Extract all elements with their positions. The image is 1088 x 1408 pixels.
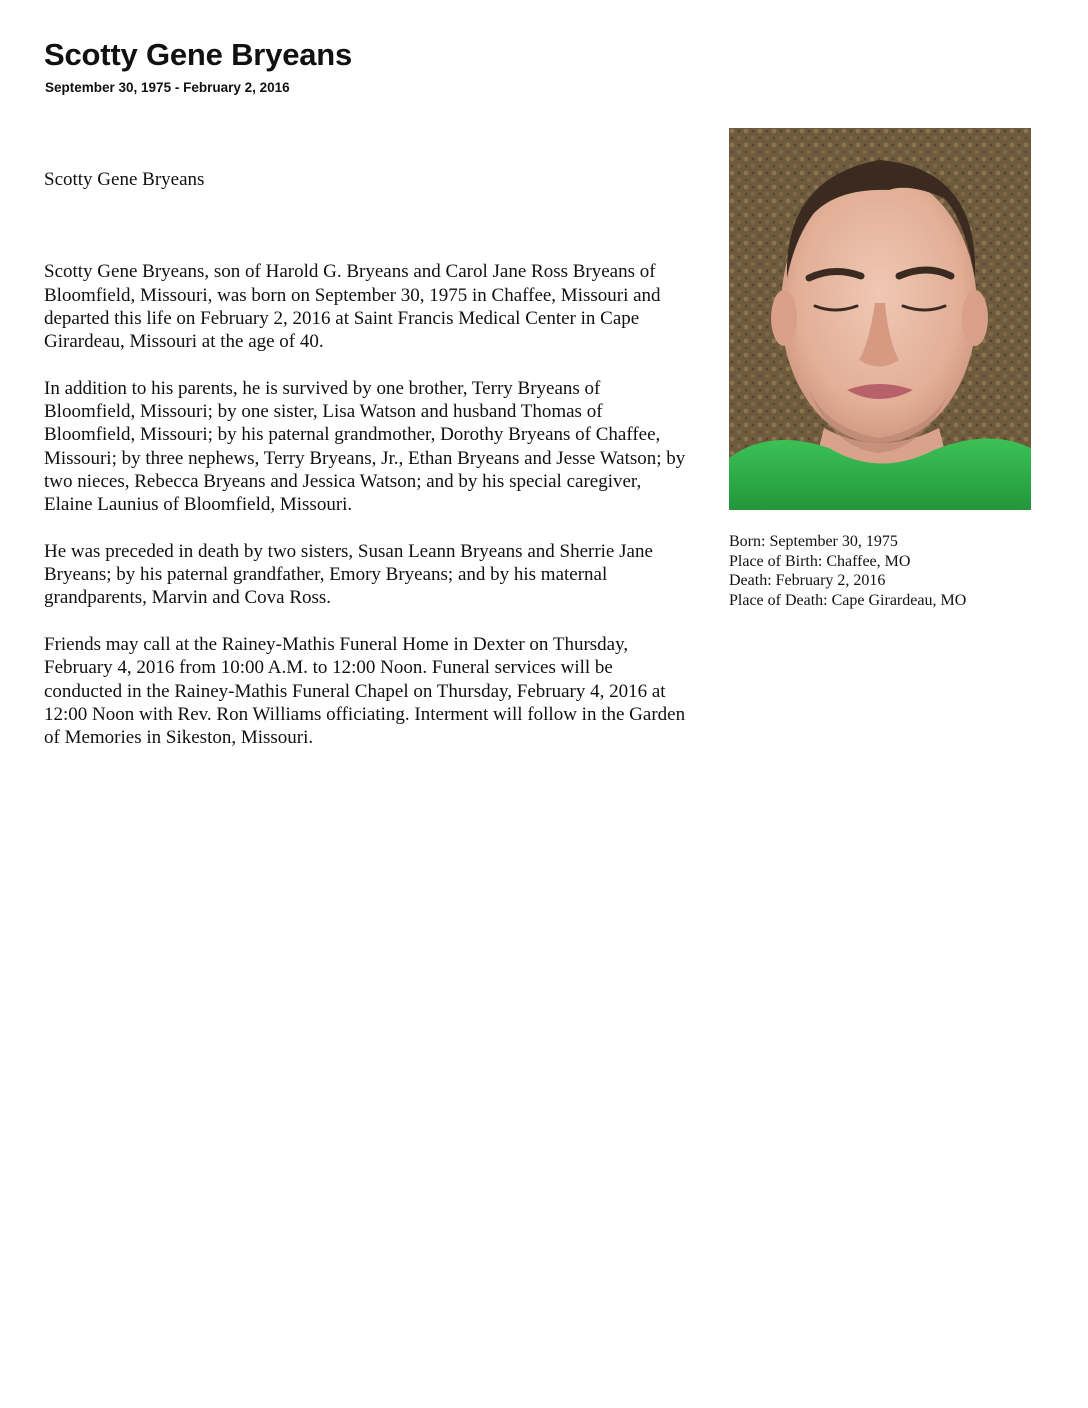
- portrait-photo: [729, 128, 1031, 510]
- page-title: Scotty Gene Bryeans: [44, 37, 353, 72]
- fact-born: Born: September 30, 1975: [729, 533, 898, 550]
- obituary-body: [44, 168, 694, 773]
- fact-place-of-birth: Place of Birth: Chaffee, MO: [729, 552, 911, 570]
- fact-place-of-death: Place of Death: Cape Girardeau, MO: [729, 591, 967, 609]
- life-dates: September 30, 1975 - February 2, 2016: [45, 80, 290, 95]
- obituary-paragraph-preceded: He was preceded in death by two sisters, Susan Leann Bryeans and Sherrie Jane Bryeans; by his paternal grandfather, Emory Bryeans; and by his maternal grandparents, Marvin and Cova Ross.: [44, 540, 653, 609]
- obituary-paragraph-birth: Scotty Gene Bryeans, son of Harold G. Bryeans and Carol Jane Ross Bryeans of Bloomfield, Missouri, was born on September 30, 1975 in Chaffee, Missouri and departed this life on February 2, 2016 at Saint Francis Medical Center in Cape Girardeau, Missouri at the age of 40.: [44, 261, 661, 353]
- vital-facts: [729, 532, 1069, 610]
- fact-death: Death: February 2, 2016: [729, 572, 886, 589]
- obituary-subheading: Scotty Gene Bryeans: [44, 169, 205, 190]
- obituary-paragraph-survivors: In addition to his parents, he is survived by one brother, Terry Bryeans of Bloomfield, Missouri; by one sister, Lisa Watson and husband Thomas of Bloomfield, Missouri; by his paternal grandmother, Dorothy Bryeans of Chaffee, Missouri; by three nephews, Terry Bryeans, Jr., Ethan Bryeans and Jesse Watson; by two nieces, Rebecca Bryeans and Jessica Watson; and by his special caregiver, Elaine Launius of Bloomfield, Missouri.: [44, 377, 686, 516]
- obituary-paragraph-services: Friends may call at the Rainey-Mathis Funeral Home in Dexter on Thursday, February 4, 2016 from 10:00 A.M. to 12:00 Noon. Funeral services will be conducted in the Rainey-Mathis Funeral Chapel on Thursday, February 4, 2016 at 12:00 Noon with Rev. Ron Williams officiating. Interment will follow in the Garden of Memories in Sikeston, Missouri.: [44, 634, 686, 749]
